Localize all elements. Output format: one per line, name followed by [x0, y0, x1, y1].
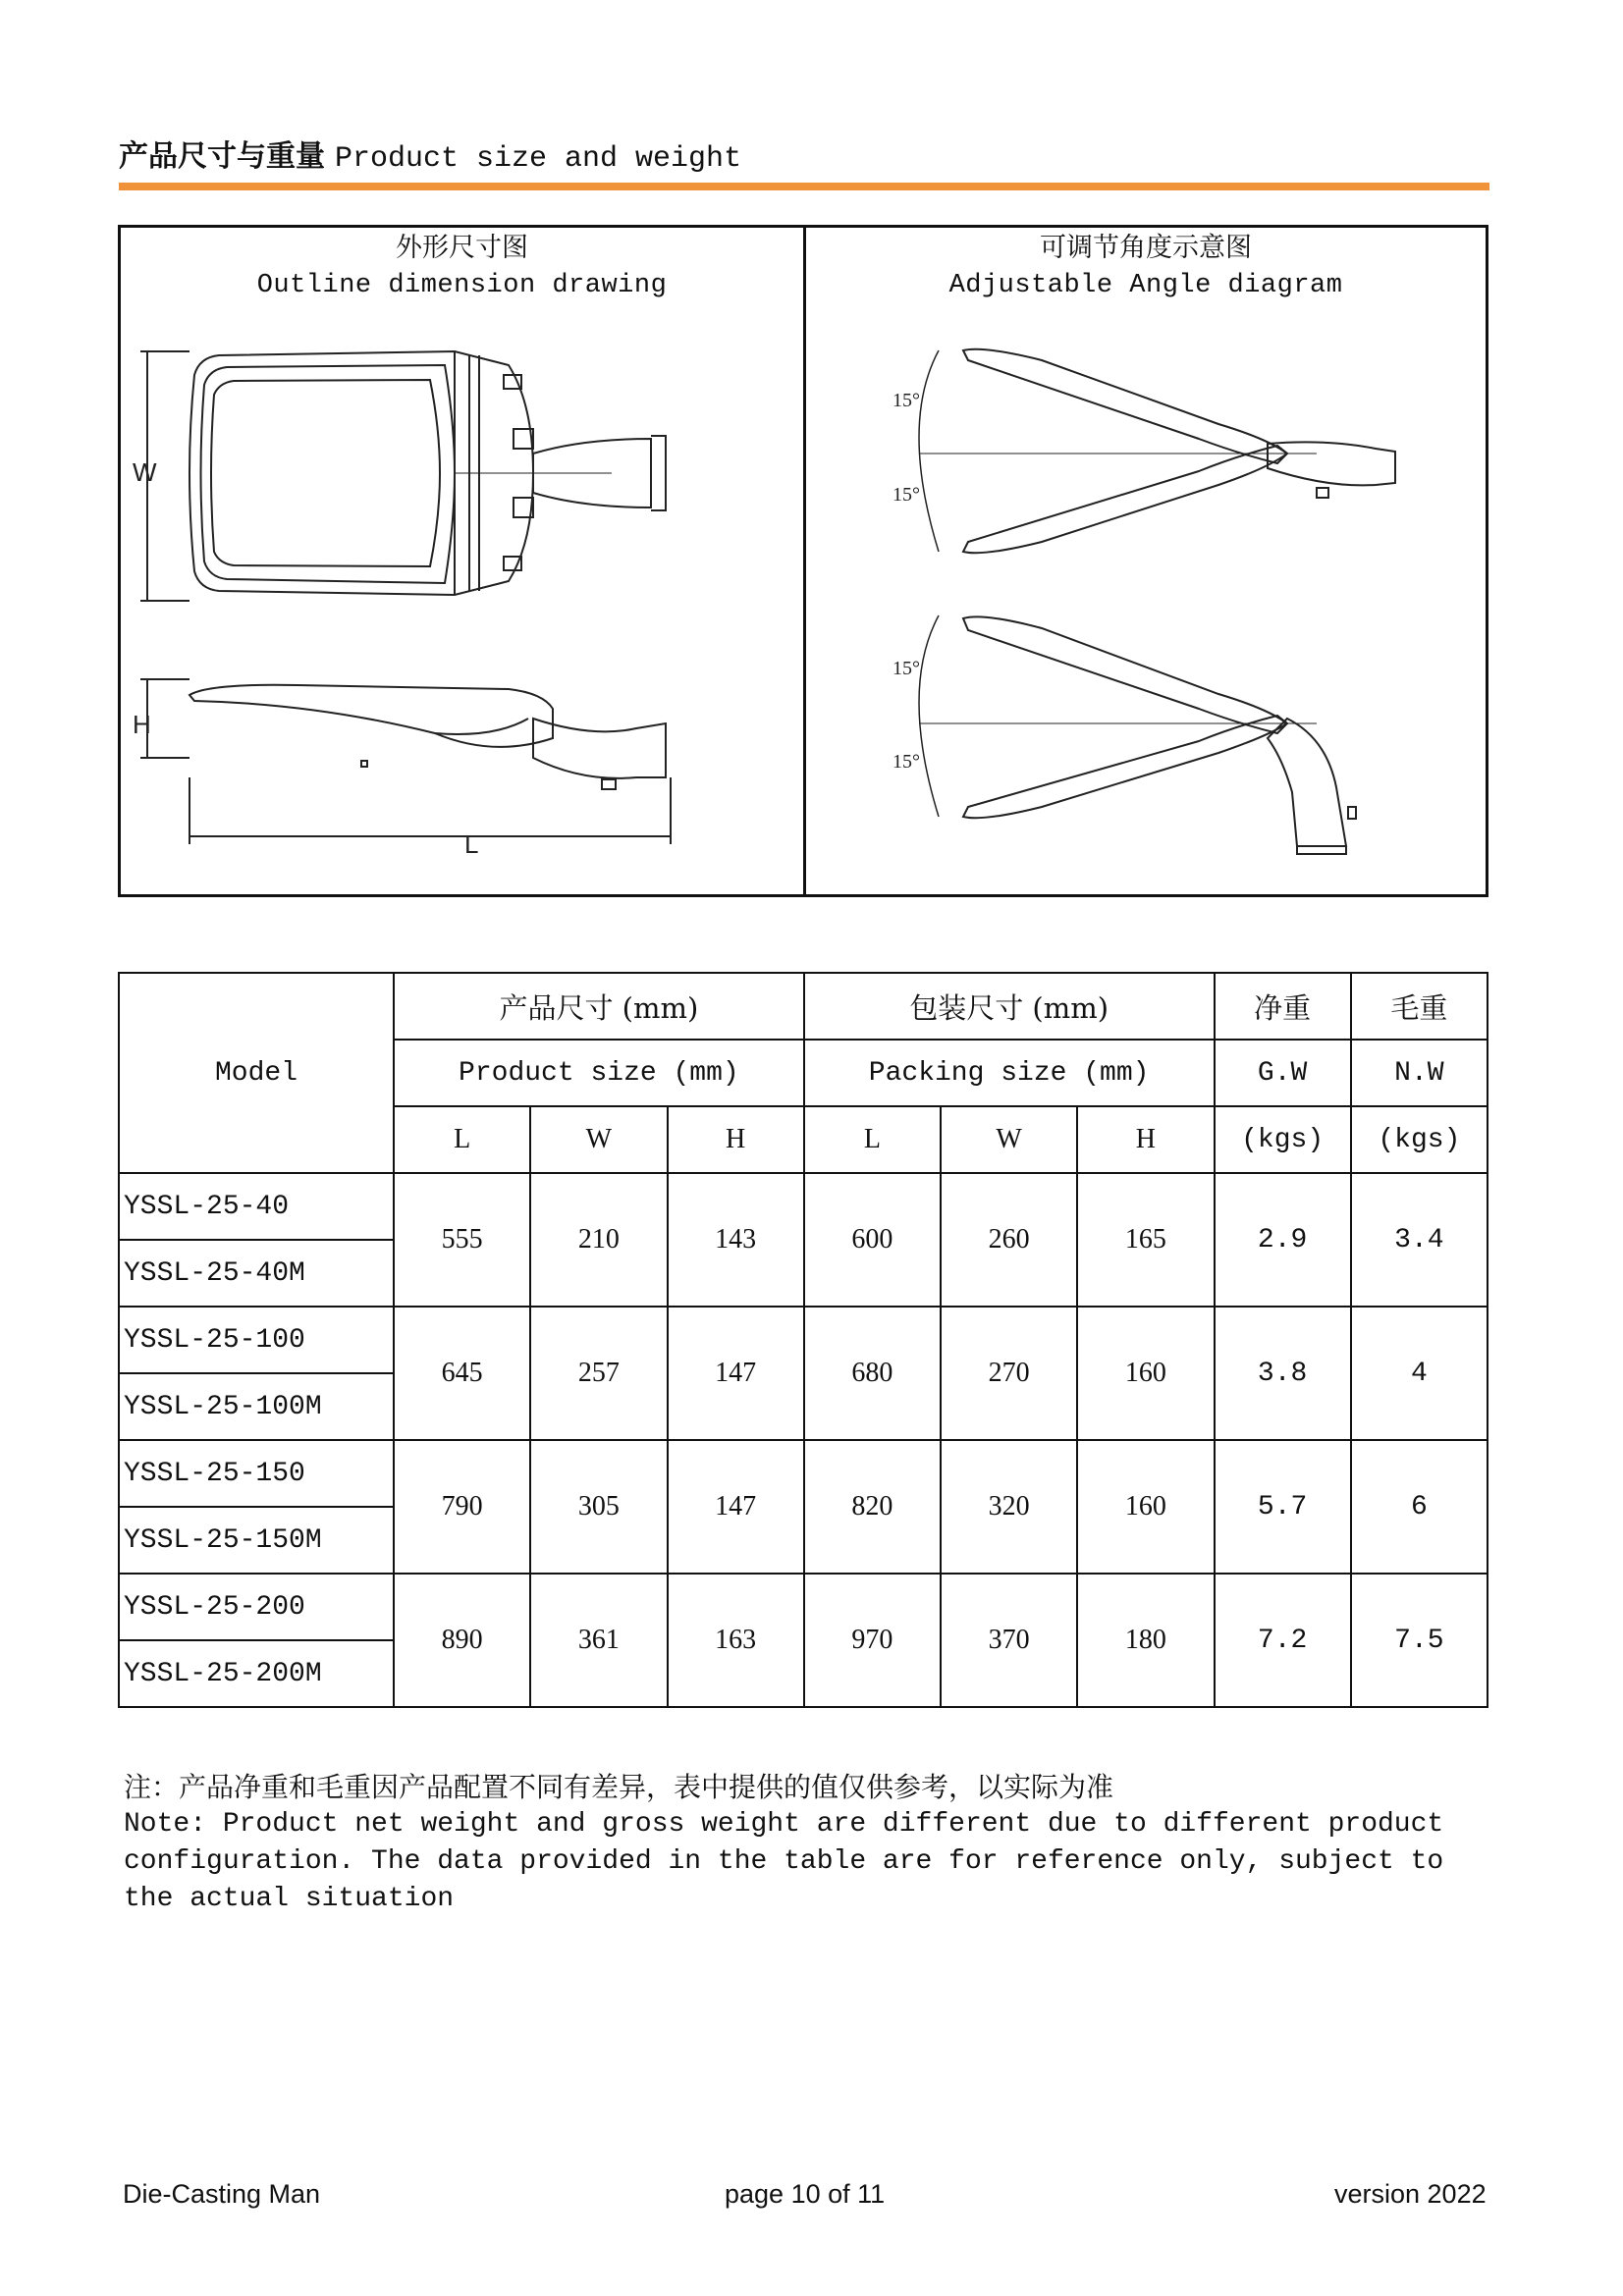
product-h-cell: 163 [668, 1574, 804, 1707]
drawings-panel [118, 225, 1488, 897]
nw-cell: 3.4 [1351, 1173, 1488, 1307]
packing-size-header-en: Packing size (mm) [804, 1040, 1215, 1106]
model-cell: YSSL-25-150M [119, 1507, 394, 1574]
l-dimension-label: L [464, 829, 479, 859]
page-title [119, 132, 741, 176]
angle-caption-cn: 可调节角度示意图 [1040, 233, 1252, 263]
model-cell: YSSL-25-40M [119, 1240, 394, 1307]
note [124, 1769, 1498, 1918]
angle-label: 15° [893, 390, 920, 411]
spec-table [118, 972, 1488, 1708]
lamp-tilted-down-vertical-mount [963, 716, 1287, 818]
gross-weight-header-en: N.W [1351, 1040, 1488, 1106]
lamp-tilted-up-vertical-mount [963, 616, 1287, 733]
product-l-header: L [394, 1106, 530, 1173]
nw-cell: 7.5 [1351, 1574, 1488, 1707]
adjustable-angle-drawing [806, 228, 1486, 895]
model-header: Model [119, 973, 394, 1173]
gw-cell: 2.9 [1215, 1173, 1351, 1307]
packing-l-cell: 820 [804, 1440, 941, 1574]
product-h-cell: 143 [668, 1173, 804, 1307]
gw-cell: 3.8 [1215, 1307, 1351, 1440]
header-rule [119, 183, 1489, 190]
product-l-cell: 555 [394, 1173, 530, 1307]
lamp-tilted-up [963, 349, 1287, 463]
outline-caption-en: Outline dimension drawing [256, 271, 668, 300]
packing-l-header: L [804, 1106, 941, 1173]
lamp-tilted-down [963, 446, 1287, 553]
model-cell: YSSL-25-100M [119, 1373, 394, 1440]
nw-cell: 4 [1351, 1307, 1488, 1440]
nw-cell: 6 [1351, 1440, 1488, 1574]
net-weight-header-en: G.W [1215, 1040, 1351, 1106]
footer-page-number: page 10 of 11 [725, 2179, 886, 2209]
w-dimension-label: W [133, 457, 157, 487]
packing-w-header: W [941, 1106, 1077, 1173]
packing-h-header: H [1077, 1106, 1214, 1173]
packing-h-cell: 160 [1077, 1307, 1214, 1440]
gross-weight-header-cn: 毛重 [1351, 973, 1488, 1040]
outline-dimension-drawing [121, 228, 803, 895]
product-w-cell: 257 [530, 1307, 667, 1440]
h-dimension-label: H [133, 710, 151, 739]
gross-weight-unit: (kgs) [1351, 1106, 1488, 1173]
page-title-en: Product size and weight [335, 142, 742, 176]
table-header-row [119, 973, 1488, 1040]
table-row [119, 1574, 1488, 1640]
packing-l-cell: 970 [804, 1574, 941, 1707]
gw-cell: 5.7 [1215, 1440, 1351, 1574]
angle-label: 15° [893, 484, 920, 506]
footer-company: Die-Casting Man [123, 2179, 321, 2209]
packing-h-cell: 160 [1077, 1440, 1214, 1574]
net-weight-unit: (kgs) [1215, 1106, 1351, 1173]
angle-arc-upper [919, 350, 939, 552]
product-h-cell: 147 [668, 1307, 804, 1440]
net-weight-header-cn: 净重 [1215, 973, 1351, 1040]
product-h-header: H [668, 1106, 804, 1173]
page-title-cn: 产品尺寸与重量 [119, 139, 325, 174]
model-cell: YSSL-25-150 [119, 1440, 394, 1507]
packing-w-cell: 320 [941, 1440, 1077, 1574]
product-w-cell: 361 [530, 1574, 667, 1707]
product-h-cell: 147 [668, 1440, 804, 1574]
angle-label: 15° [893, 751, 920, 773]
product-l-cell: 890 [394, 1574, 530, 1707]
product-w-cell: 210 [530, 1173, 667, 1307]
packing-h-cell: 180 [1077, 1574, 1214, 1707]
model-cell: YSSL-25-200M [119, 1640, 394, 1707]
lamp-arm-upper [1268, 442, 1395, 485]
model-cell: YSSL-25-40 [119, 1173, 394, 1240]
lamp-side-view [189, 685, 553, 747]
model-cell: YSSL-25-200 [119, 1574, 394, 1640]
product-l-cell: 645 [394, 1307, 530, 1440]
table-row [119, 1173, 1488, 1240]
product-size-header-en: Product size (mm) [394, 1040, 804, 1106]
product-w-header: W [530, 1106, 667, 1173]
product-size-header-cn: 产品尺寸 (mm) [394, 973, 804, 1040]
packing-size-header-cn: 包装尺寸 (mm) [804, 973, 1215, 1040]
angle-arc-lower [919, 615, 939, 817]
packing-l-cell: 600 [804, 1173, 941, 1307]
model-cell: YSSL-25-100 [119, 1307, 394, 1373]
lamp-arm-vertical [1268, 719, 1346, 846]
outline-caption-cn: 外形尺寸图 [396, 233, 528, 263]
packing-w-cell: 370 [941, 1574, 1077, 1707]
packing-w-cell: 270 [941, 1307, 1077, 1440]
product-w-cell: 305 [530, 1440, 667, 1574]
packing-l-cell: 680 [804, 1307, 941, 1440]
packing-h-cell: 165 [1077, 1173, 1214, 1307]
table-row [119, 1440, 1488, 1507]
footer-version: version 2022 [1334, 2179, 1487, 2209]
angle-label: 15° [893, 658, 920, 679]
gw-cell: 7.2 [1215, 1574, 1351, 1707]
note-cn: 注：产品净重和毛重因产品配置不同有差异，表中提供的值仅供参考，以实际为准 [124, 1771, 1114, 1803]
packing-w-cell: 260 [941, 1173, 1077, 1307]
angle-caption-en: Adjustable Angle diagram [948, 271, 1343, 300]
note-en: Note: Product net weight and gross weight are different due to different product configuration. The data provided in the table are for reference only, subject to the actual situation [124, 1809, 1444, 1914]
table-row [119, 1307, 1488, 1373]
product-l-cell: 790 [394, 1440, 530, 1574]
